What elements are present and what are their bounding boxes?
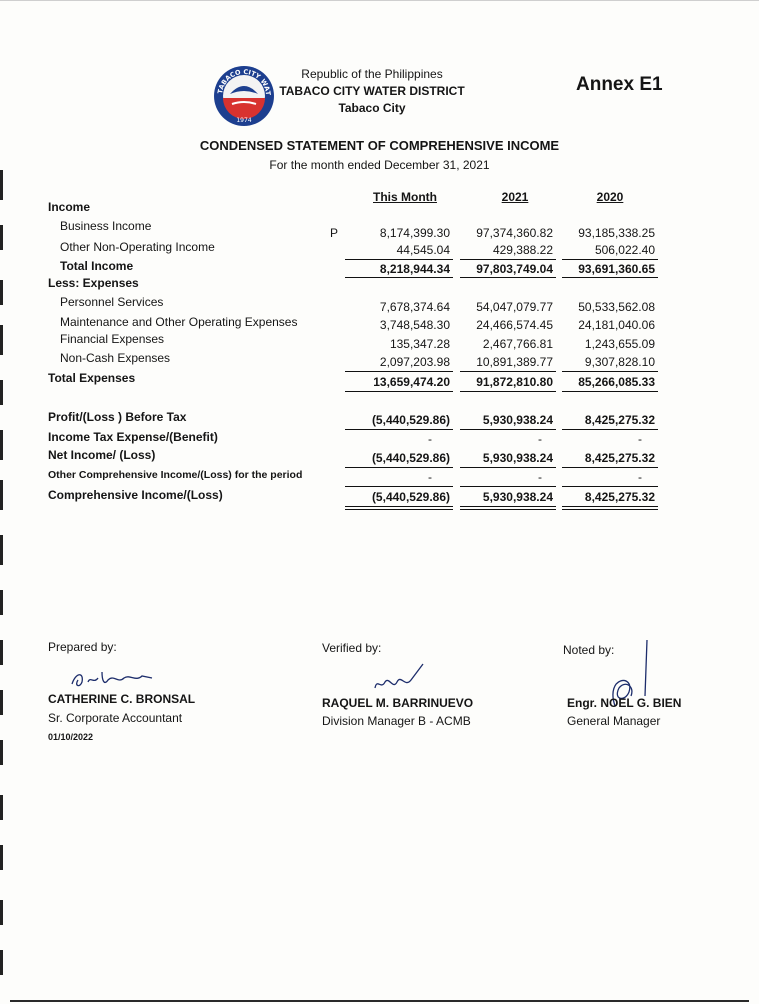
row-label-business-income: Business Income [60, 219, 152, 233]
value-this-month-total-expenses: 13,659,474.20 [373, 375, 450, 389]
value-2021-income-tax: - [538, 432, 542, 446]
value-2020-total-income: 93,691,360.65 [578, 262, 655, 276]
row-label-non-cash-expenses: Non-Cash Expenses [60, 351, 171, 365]
value-this-month-financial: 135,347.28 [389, 337, 450, 351]
scan-edge-mark [0, 535, 3, 565]
rule [460, 277, 556, 278]
row-label-total-income: Total Income [60, 259, 134, 273]
value-2021-other-comprehensive: - [538, 470, 542, 484]
value-2021-maintenance: 24,466,574.45 [476, 318, 553, 332]
signatory-prepared [48, 640, 117, 654]
value-2020-non-cash: 9,307,828.10 [584, 355, 655, 369]
value-this-month-personnel: 7,678,374.64 [379, 300, 450, 314]
value-2021-personnel: 54,047,079.77 [476, 300, 553, 314]
value-this-month-maintenance: 3,748,548.30 [379, 318, 450, 332]
row-label-personnel-services: Personnel Services [60, 295, 164, 309]
value-this-month-net-income: (5,440,529.86) [371, 451, 450, 465]
section-less-expenses: Less: Expenses [48, 276, 139, 290]
rule [562, 486, 658, 487]
column-header-2021: 2021 [501, 190, 529, 204]
value-2021-profit-before-tax: 5,930,938.24 [482, 413, 553, 427]
value-2020-other-comprehensive: - [638, 470, 642, 484]
signatory-heading: Noted by: [563, 643, 615, 657]
rule [562, 259, 658, 260]
logo-ring-text: TABACO CITY WAT [216, 67, 273, 96]
value-2021-business-income: 97,374,360.82 [476, 226, 553, 240]
signatory-position: Division Manager B - ACMB [322, 714, 471, 728]
value-2020-income-tax: - [638, 432, 642, 446]
signatory-position: Sr. Corporate Accountant [48, 711, 183, 725]
value-this-month-comprehensive-income: (5,440,529.86) [371, 490, 450, 504]
value-2021-total-expenses: 91,872,810.80 [476, 375, 553, 389]
row-label-total-expenses: Total Expenses [48, 371, 136, 385]
row-label-other-non-operating-income: Other Non-Operating Income [60, 240, 215, 254]
letterhead [272, 66, 472, 117]
value-2020-personnel: 50,533,562.08 [578, 300, 655, 314]
value-2020-other-income: 506,022.40 [594, 243, 655, 257]
scan-edge-mark [0, 690, 3, 715]
rule [345, 509, 453, 510]
scan-edge-mark [0, 380, 3, 405]
rule [562, 429, 658, 430]
rule [345, 506, 453, 507]
row-label-other-comprehensive-income: Other Comprehensive Income/(Loss) for the period [48, 469, 303, 481]
statement-title: CONDENSED STATEMENT OF COMPREHENSIVE INCOME [199, 138, 560, 153]
value-2020-maintenance: 24,181,040.06 [578, 318, 655, 332]
value-this-month-other-comprehensive: - [428, 470, 432, 484]
rule [460, 391, 556, 392]
rule [345, 391, 453, 392]
signatory-name: RAQUEL M. BARRINUEVO [322, 696, 474, 710]
scan-edge-mark [0, 740, 3, 765]
signatory-position: General Manager [567, 714, 661, 728]
value-2021-other-income: 429,388.22 [492, 243, 553, 257]
signatory-heading: Prepared by: [48, 640, 117, 654]
value-this-month-non-cash: 2,097,203.98 [379, 355, 450, 369]
scan-edge-mark [0, 170, 3, 200]
value-2020-profit-before-tax: 8,425,275.32 [584, 413, 655, 427]
value-this-month-total-income: 8,218,944.34 [379, 262, 450, 276]
rule [460, 259, 556, 260]
rule [345, 277, 453, 278]
signature-verified [365, 660, 435, 700]
rule [562, 277, 658, 278]
section-income: Income [48, 200, 91, 214]
value-2020-comprehensive-income: 8,425,275.32 [584, 490, 655, 504]
scan-edge-mark [0, 590, 3, 615]
logo-year: 1974 [236, 117, 252, 124]
signatory-heading: Verified by: [322, 641, 382, 655]
row-label-profit-before-tax: Profit/(Loss ) Before Tax [48, 410, 187, 424]
signatory-date: 01/10/2022 [48, 732, 94, 742]
scan-edge-mark [0, 640, 3, 665]
statement-subtitle: For the month ended December 31, 2021 [269, 158, 490, 172]
rule [345, 429, 453, 430]
letterhead-line-3: Tabaco City [338, 101, 406, 115]
signatory-name: Engr. NOEL G. BIEN [567, 696, 682, 710]
value-2020-financial: 1,243,655.09 [584, 337, 655, 351]
rule [345, 486, 453, 487]
scan-bottom-edge [10, 1000, 749, 1002]
rule [562, 371, 658, 372]
scan-edge-mark [0, 845, 3, 870]
row-label-financial-expenses: Financial Expenses [60, 332, 165, 346]
rule [562, 391, 658, 392]
signature-prepared [68, 666, 158, 692]
rule [562, 467, 658, 468]
scan-edge-mark [0, 430, 3, 460]
value-this-month-business-income: 8,174,399.30 [379, 226, 450, 240]
currency-marker: P [330, 226, 339, 240]
signatory-name: CATHERINE C. BRONSAL [48, 692, 196, 706]
column-header-2020: 2020 [596, 190, 624, 204]
value-2020-business-income: 93,185,338.25 [578, 226, 655, 240]
value-2021-net-income: 5,930,938.24 [482, 451, 553, 465]
row-label-net-income: Net Income/ (Loss) [48, 448, 156, 462]
rule [562, 506, 658, 507]
value-2020-net-income: 8,425,275.32 [584, 451, 655, 465]
scan-edge-mark [0, 325, 3, 355]
letterhead-line-1: Republic of the Philippines [301, 67, 443, 81]
scan-edge-mark [0, 280, 3, 305]
value-this-month-income-tax: - [428, 432, 432, 446]
rule [460, 486, 556, 487]
letterhead-line-2: TABACO CITY WATER DISTRICT [279, 84, 465, 98]
rule [345, 467, 453, 468]
value-this-month-profit-before-tax: (5,440,529.86) [371, 413, 450, 427]
rule [460, 509, 556, 510]
value-2020-total-expenses: 85,266,085.33 [578, 375, 655, 389]
value-this-month-other-income: 44,545.04 [396, 243, 450, 257]
scan-edge-mark [0, 900, 3, 925]
row-label-income-tax: Income Tax Expense/(Benefit) [48, 430, 218, 444]
column-header-this-month: This Month [373, 190, 437, 204]
rule [345, 259, 453, 260]
rule [345, 371, 453, 372]
row-label-comprehensive-income: Comprehensive Income/(Loss) [48, 488, 223, 502]
rule [460, 467, 556, 468]
district-logo [212, 64, 276, 128]
value-2021-total-income: 97,803,749.04 [476, 262, 553, 276]
row-label-maintenance-expenses: Maintenance and Other Operating Expenses [60, 315, 298, 329]
scan-top-edge [0, 0, 759, 1]
value-2021-financial: 2,467,766.81 [482, 337, 553, 351]
rule [460, 506, 556, 507]
scan-edge-mark [0, 795, 3, 820]
scan-edge-mark [0, 225, 3, 250]
value-2021-non-cash: 10,891,389.77 [476, 355, 553, 369]
rule [562, 509, 658, 510]
annex-label: Annex E1 [576, 74, 663, 95]
scan-edge-mark [0, 950, 3, 975]
scan-edge-mark [0, 480, 3, 510]
value-2021-comprehensive-income: 5,930,938.24 [482, 490, 553, 504]
rule [460, 371, 556, 372]
rule [460, 429, 556, 430]
